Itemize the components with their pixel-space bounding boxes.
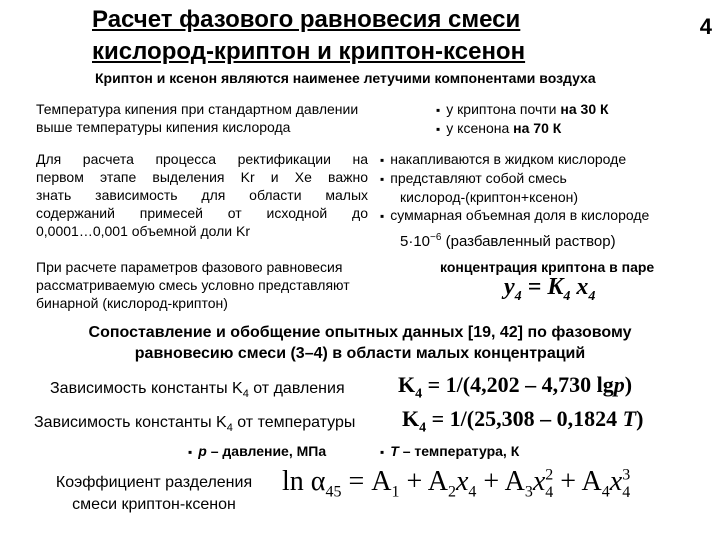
boiling-line-1: Температура кипения при стандартном давлении xyxy=(36,101,359,117)
boiling-line-2: выше температуры кипения кислорода xyxy=(36,119,291,135)
pressure-formula: $K_4 = 1/(4,202 - 4,730$ lgp) xyxy=(398,372,633,402)
separation-label xyxy=(36,472,272,516)
subtitle: Криптон и ксенон являются наименее летучими компонентами воздуха xyxy=(95,70,596,86)
comparison-line-1: Сопоставление и обобщение опытных данных [19, 42] по фазовому xyxy=(88,324,632,341)
rect-line: первом этапе выделения Kr и Xe важно xyxy=(36,169,368,185)
params-text xyxy=(36,258,416,312)
rect-line-last: 0,0001…0,001 объемной доли Kr xyxy=(36,223,250,239)
page-title xyxy=(92,4,612,68)
vapor-concentration-formula: $y_4 = K_4$ $x_4$ xyxy=(504,274,596,304)
title-line-1: Расчет фазового равновесия смеси xyxy=(92,6,521,33)
page-number: 4 xyxy=(699,14,712,39)
boiling-bullets xyxy=(436,100,609,138)
pressure-label: Зависимость константы $K_4$ от давления xyxy=(50,380,345,401)
separation-line-1: Коэффициент разделения xyxy=(55,474,253,491)
fraction-value: $5\cdot 10^{-6}$ (разбавленный раствор) xyxy=(400,232,616,250)
boiling-text xyxy=(36,100,416,136)
rect-line: содержаний примесей от исходной до xyxy=(36,205,368,221)
xenon-bullet: ▪ у ксенона на 70 К xyxy=(436,119,609,138)
legend-temperature: ▪ T – температура, К xyxy=(380,442,519,461)
rectification-text xyxy=(36,150,368,240)
separation-formula: $\ln \alpha_{45} = A_1 + A_2x_4 + A_3x^2_4 + A_4x^3_4$ xyxy=(282,466,631,501)
krypton-bullet: ▪ у криптона почти на 30 К xyxy=(436,100,609,119)
bullet-accumulate: ▪ накапливаются в жидком кислороде xyxy=(380,150,715,169)
comparison-line-2: равновесию смеси (3–4) в области малых концентраций xyxy=(134,345,586,362)
rect-line: знать зависимость для области малых xyxy=(36,187,368,203)
bullet-mixture: ▪ представляют собой смесь xyxy=(380,169,715,188)
legend-pressure: ▪ p – давление, МПа xyxy=(188,442,326,461)
bullet-mixture-cont: кислород-(криптон+ксенон) xyxy=(400,189,579,205)
temperature-label: Зависимость константы $K_4$ от температуры xyxy=(34,414,356,435)
params-line-3: бинарной (кислород-криптон) xyxy=(36,295,228,311)
rect-line: Для расчета процесса ректификации на xyxy=(36,151,368,167)
vapor-concentration-label: концентрация криптона в паре xyxy=(440,259,655,275)
params-line-1: При расчете параметров фазового равновесия xyxy=(36,259,343,275)
title-line-2: кислород-криптон и криптон-ксенон xyxy=(92,38,526,65)
separation-line-2: смеси криптон-ксенон xyxy=(72,496,236,513)
params-line-2: рассматриваемую смесь условно представляют xyxy=(36,277,350,293)
bullet-fraction: ▪ суммарная объемная доля в кислороде xyxy=(380,206,715,225)
rectification-bullets xyxy=(380,150,715,251)
comparison-heading xyxy=(40,322,680,364)
temperature-formula: $K_4 = 1/(25,308 - 0,1824$ T) xyxy=(402,406,644,436)
